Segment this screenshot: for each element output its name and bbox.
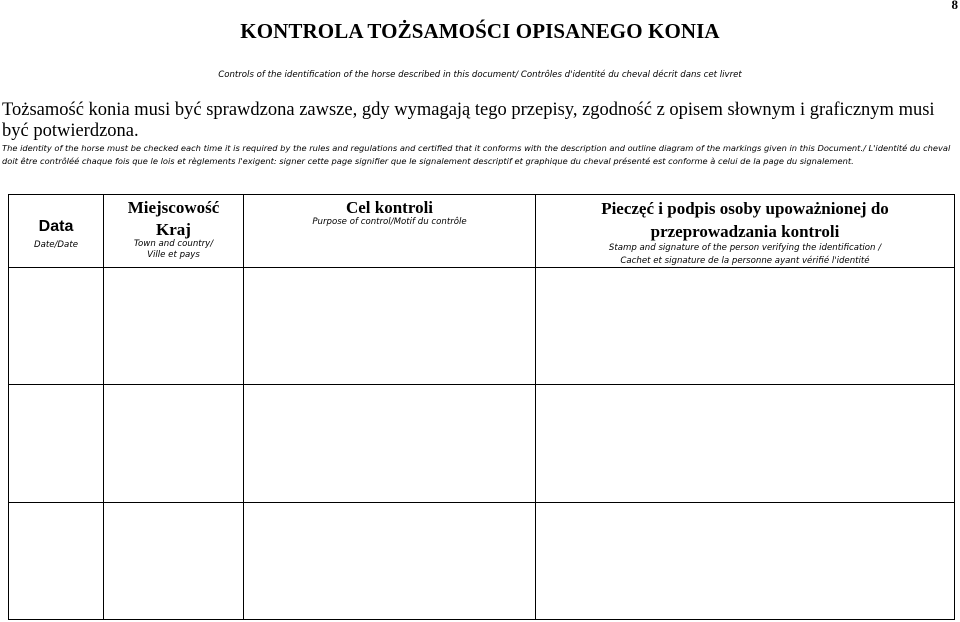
table-header-row (9, 195, 955, 268)
column-stamp-title-line1: Pieczęć i podpis osoby upoważnionej do (601, 199, 889, 218)
table-row (9, 385, 955, 502)
table-row (9, 268, 955, 385)
column-date-subtitle: Date/Date (34, 240, 78, 250)
column-place-subtitle-line1: Town and country/ (133, 239, 214, 249)
stamp-signature-cell[interactable] (536, 385, 955, 502)
page-title: KONTROLA TOŻSAMOŚCI OPISANEGO KONIA (240, 19, 720, 43)
instruction-english-french: The identity of the horse must be checked each time it is required by the rules and regulations and certified that it conforms with the description and outline diagram of the markings given in this Document./ L'identité du cheval doit être contrôléé chaque fois que le lois et règlements l'exigent: signer cette page signifier que le signalement descriptif et graphique du cheval présenté est conforme à celui de la page du signalement. (2, 143, 951, 166)
date-cell[interactable] (9, 268, 104, 385)
instruction-polish: Tożsamość konia musi być sprawdzona zawsze, gdy wymagają tego przepisy, zgodność z opisem słownym i graficznym musi być potwierdzona. (2, 100, 935, 141)
column-place-title-line2: Kraj (156, 220, 191, 239)
purpose-cell[interactable] (244, 385, 536, 502)
purpose-cell[interactable] (244, 268, 536, 385)
place-cell[interactable] (104, 385, 244, 502)
column-header-stamp (536, 195, 955, 268)
place-cell[interactable] (104, 268, 244, 385)
column-stamp-title-line2: przeprowadzania kontroli (650, 222, 840, 241)
stamp-signature-cell[interactable] (536, 268, 955, 385)
column-purpose-title: Cel kontroli (345, 198, 434, 217)
column-header-place (104, 195, 244, 268)
column-header-purpose (244, 195, 536, 268)
column-place-subtitle-line2: Ville et pays (147, 250, 200, 260)
date-cell[interactable] (9, 385, 104, 502)
column-stamp-subtitle-line2: Cachet et signature de la personne ayant vérifié l'identité (620, 256, 870, 266)
column-purpose-subtitle: Purpose of control/Motif du contrôle (312, 217, 467, 227)
place-cell[interactable] (104, 502, 244, 619)
table-row (9, 502, 955, 619)
column-header-date (9, 195, 104, 268)
date-cell[interactable] (9, 502, 104, 619)
identity-control-table (8, 194, 955, 620)
column-date-title: Data (38, 218, 74, 235)
page-number: 8 (951, 0, 958, 12)
column-place-title-line1: Miejscowość (127, 198, 220, 217)
column-stamp-subtitle-line1: Stamp and signature of the person verifying the identification / (608, 243, 882, 253)
page-subtitle: Controls of the identification of the horse described in this document/ Contrôles d'identité du cheval décrit dans cet livret (218, 70, 742, 80)
purpose-cell[interactable] (244, 502, 536, 619)
stamp-signature-cell[interactable] (536, 502, 955, 619)
